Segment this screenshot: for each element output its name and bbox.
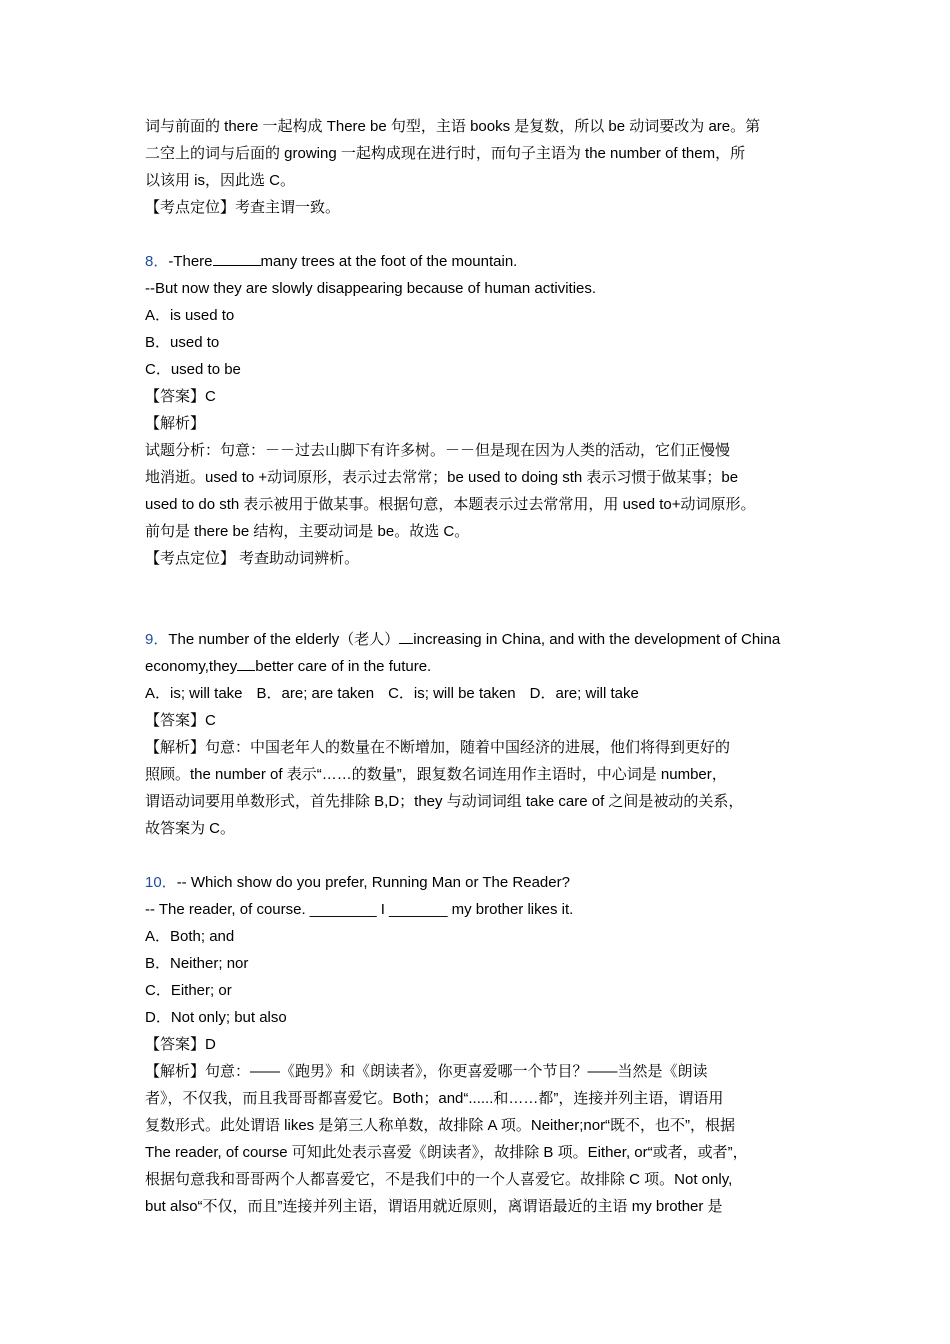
analysis-line: 地消逝。used to +动词原形，表示过去常常；be used to doing sth 表示习惯于做某事；be [145,469,739,486]
analysis-line: 【解析】句意：中国老年人的数量在不断增加，随着中国经济的进展，他们将得到更好的 [145,739,731,756]
answer-blank [237,656,255,671]
analysis-label: 【解析】 [145,415,206,432]
analysis-line: 故答案为 C。 [145,820,236,837]
question-number: 9． [145,631,169,648]
page-content [145,113,805,1220]
option-d: D．Not only; but also [145,1009,287,1026]
knowledge-point: 【考点定位】 考查助动词辨析。 [145,550,360,567]
analysis-line: 试题分析：句意：－－过去山脚下有许多树。－－但是现在因为人类的活动，它们正慢慢 [145,442,731,459]
option-b: B．Neither; nor [145,955,249,972]
analysis-line: but also“不仅，而且”连接并列主语，谓语用就近原则，离谓语最近的主语 my brother 是 [145,1198,723,1215]
option-a: A．is; will take [145,685,243,702]
question-8-line2: --But now they are slowly disappearing because of human activities. [145,280,597,297]
analysis-line: 复数形式。此处谓语 likes 是第三人称单数，故排除 A 项。Neither;nor“既不，也不”，根据 [145,1117,736,1134]
option-c: C．used to be [145,361,241,378]
question-9-stem: 9．The number of the elderly（老人） increasing in China, and with the development of China [145,631,781,648]
option-a: A．Both; and [145,928,235,945]
analysis-line: 谓语动词要用单数形式，首先排除 B,D；they 与动词词组 take care of 之间是被动的关系， [145,793,744,810]
question-9-line2: economy,they better care of in the future. [145,658,432,675]
analysis-line: 【解析】句意：——《跑男》和《朗读者》，你更喜爱哪一个节目？——当然是《朗读 [145,1063,708,1080]
answer-blank [213,251,261,266]
option-c: C．Either; or [145,982,232,999]
answer-label: 【答案】C [145,388,216,405]
answer-label: 【答案】C [145,712,216,729]
knowledge-point: 【考点定位】考查主谓一致。 [145,199,341,216]
text-line: 词与前面的 there 一起构成 There be 句型，主语 books 是复数，所以 be 动词要改为 are。第 [145,118,761,135]
option-a: A．is used to [145,307,235,324]
question-number: 8． [145,253,169,270]
answer-label: 【答案】D [145,1036,216,1053]
question-9-options [145,680,805,707]
question-8-stem: 8．-There many trees at the foot of the mountain. [145,253,518,270]
option-b: B．are; are taken [256,685,375,702]
question-10-stem: 10．-- Which show do you prefer, Running Man or The Reader? [145,874,570,891]
analysis-line: used to do sth 表示被用于做某事。根据句意，本题表示过去常常用，用 used to+动词原形。 [145,496,756,513]
answer-blank [399,629,413,644]
analysis-line: 者》，不仅我，而且我哥哥都喜爱它。Both；and“......和……都”，连接并列主语，谓语用 [145,1090,724,1107]
option-d: D．are; will take [529,685,639,702]
analysis-line: 照顾。the number of 表示“……的数量”，跟复数名词连用作主语时，中心词是 number， [145,766,727,783]
option-c: C．is; will be taken [388,685,516,702]
analysis-line: The reader, of course 可知此处表示喜爱《朗读者》，故排除 B 项。Either, or“或者，或者”， [145,1144,748,1161]
question-number: 10． [145,874,177,891]
option-b: B．used to [145,334,220,351]
question-10-line2: -- The reader, of course. ________ I _______ my brother likes it. [145,901,574,918]
text-line: 二空上的词与后面的 growing 一起构成现在进行时，而句子主语为 the number of them，所 [145,145,746,162]
analysis-line: 前句是 there be 结构，主要动词是 be。故选 C。 [145,523,470,540]
analysis-line: 根据句意我和哥哥两个人都喜爱它，不是我们中的一个人喜爱它。故排除 C 项。Not only, [145,1171,733,1188]
text-line: 以该用 is，因此选 C。 [145,172,296,189]
